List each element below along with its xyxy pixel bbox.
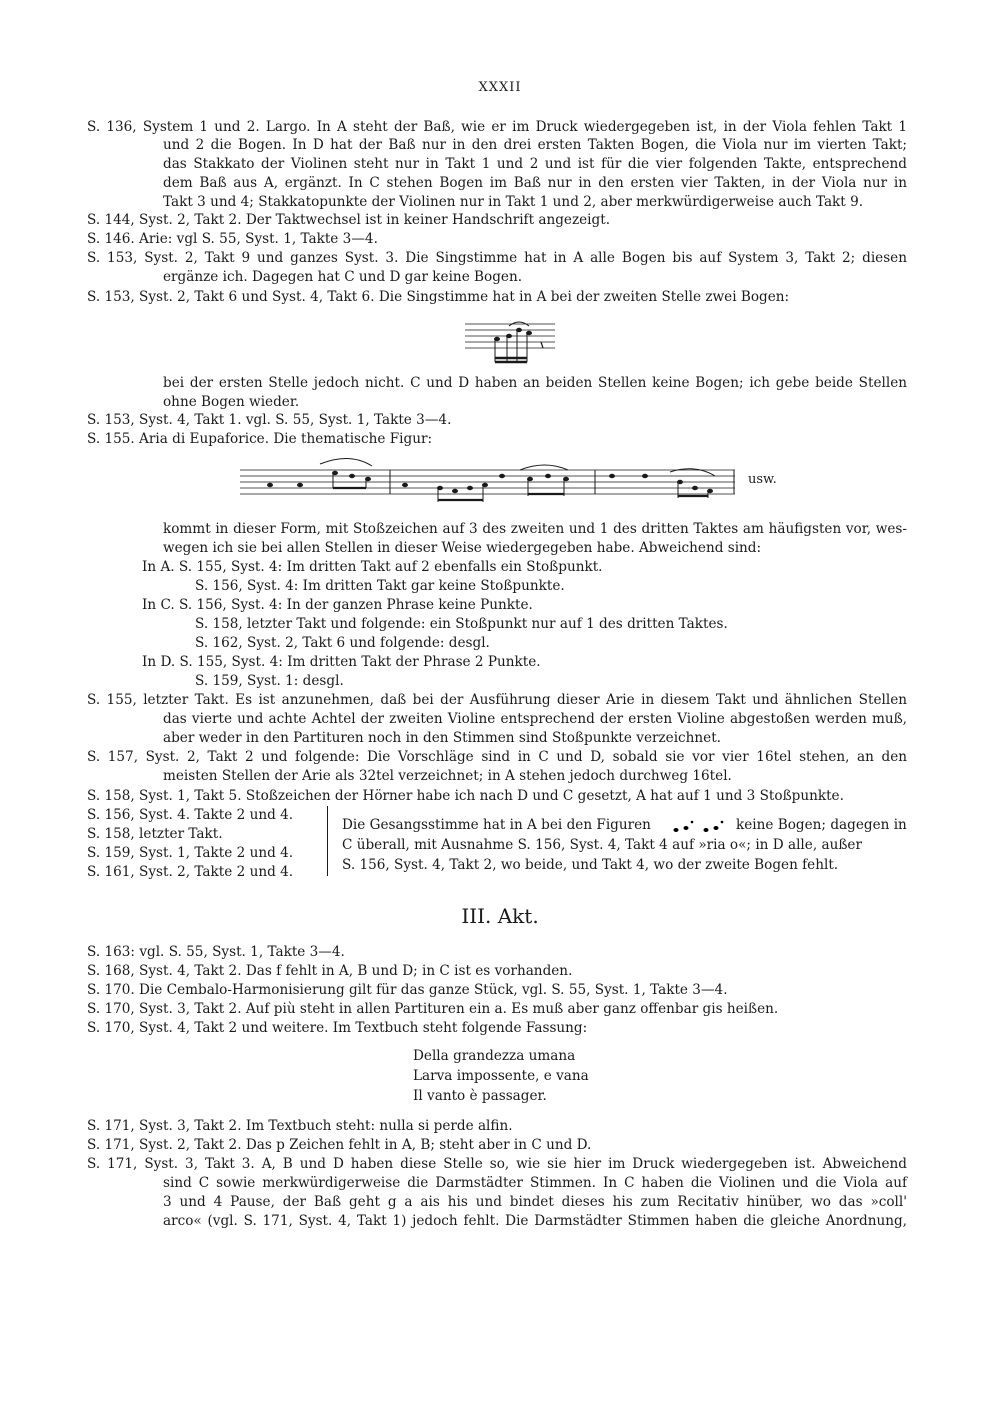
- text-line: S. 144, Syst. 2, Takt 2. Der Taktwechsel ist in keiner Handschrift angezeigt.: [87, 212, 611, 228]
- verse-line: Il vanto è passager.: [413, 1088, 547, 1104]
- variant-line: In A. S. 155, Syst. 4: Im dritten Takt auf 2 ebenfalls ein Stoßpunkt.: [142, 559, 603, 575]
- text-line: S. 163: vgl. S. 55, Syst. 1, Takte 3—4.: [87, 944, 345, 960]
- text-line: das vierte und achte Achtel der zweiten Violine entsprechend der ersten Violine abgestoßen werden muß,: [163, 711, 907, 727]
- ref-line: S. 156, Syst. 4. Takte 2 und 4.: [87, 807, 294, 823]
- section-heading: III. Akt.: [461, 904, 539, 928]
- text-line: S. 136, System 1 und 2. Largo. In A steht der Baß, wie er im Druck wiedergegeben ist, in der Viola fehlen Takt 1: [87, 119, 907, 135]
- text-line: ohne Bogen wieder.: [163, 394, 300, 410]
- text-line: S. 170, Syst. 3, Takt 2. Auf più steht in allen Partituren ein a. Es muß aber ganz offenbar gis heißen.: [87, 1001, 779, 1017]
- text-line: S. 158, Syst. 1, Takt 5. Stoßzeichen der Hörner habe ich nach D und C gesetzt, A hat auf 1 und 3 Stoßpunkte.: [87, 788, 844, 804]
- ref-line: S. 159, Syst. 1, Takte 2 und 4.: [87, 845, 294, 861]
- ref-line: S. 158, letzter Takt.: [87, 826, 223, 842]
- text-line: das Stakkato der Violinen steht nur in Takt 1 und 2 und ist für die vier folgenden Takte, entsprechend: [163, 156, 907, 172]
- text-line: S. 153, Syst. 2, Takt 9 und ganzes Syst. 3. Die Singstimme hat in A alle Bogen bis auf System 3, Takt 2; diesen: [87, 250, 907, 266]
- text-line: S. 168, Syst. 4, Takt 2. Das f fehlt in A, B und D; in C ist es vorhanden.: [87, 963, 573, 979]
- text-line: S. 155. Aria di Eupaforice. Die thematische Figur:: [87, 431, 433, 447]
- text-line: sind C sowie merkwürdigerweise die Darmstädter Stimmen. In C haben die Violinen und die Viola auf: [163, 1175, 907, 1191]
- text-line: bei der ersten Stelle jedoch nicht. C und D haben an beiden Stellen keine Bogen; ich gebe beide Stellen: [163, 375, 907, 391]
- text-line: C überall, mit Ausnahme S. 156, Syst. 4, Takt 4 auf »ria o«; in D alle, außer: [342, 837, 862, 853]
- text-line: 3 und 4 Pause, der Baß geht g a ais his und bindet dieses his zum Recitativ hinüber, wo das »coll': [163, 1194, 907, 1210]
- text-line: ergänze ich. Dagegen hat C und D gar keine Bogen.: [163, 269, 523, 285]
- ref-line: S. 161, Syst. 2, Takte 2 und 4.: [87, 864, 294, 880]
- text-line: arco« (vgl. S. 171, Syst. 4, Takt 1) jedoch fehlt. Die Darmstädter Stimmen haben die gleiche Anordnung,: [163, 1213, 907, 1229]
- variant-line: S. 156, Syst. 4: Im dritten Takt gar keine Stoßpunkte.: [195, 578, 565, 594]
- verse-line: Della grandezza umana: [413, 1048, 576, 1064]
- text-line: S. 170, Syst. 4, Takt 2 und weitere. Im Textbuch steht folgende Fassung:: [87, 1020, 588, 1036]
- group-brace: [327, 806, 332, 876]
- inline-figure-icon: [672, 816, 728, 836]
- verse-line: Larva impossente, e vana: [413, 1068, 589, 1084]
- text-line: S. 171, Syst. 3, Takt 3. A, B und D haben diese Stelle so, wie sie hier im Druck wiedergegeben ist. Abweichend: [87, 1156, 907, 1172]
- text-line: Die Gesangsstimme hat in A bei den Figuren: [342, 817, 651, 833]
- variant-line: S. 158, letzter Takt und folgende: ein Stoßpunkt nur auf 1 des dritten Taktes.: [195, 616, 728, 632]
- text-line: und 2 die Bogen. In D hat der Baß nur in den drei ersten Takten Bogen, die Viola nur im vierten Takt;: [163, 137, 907, 153]
- text-line: dem Baß aus A, ergänzt. In C stehen Bogen im Baß nur in den ersten vier Takten, in der Viola nur in: [163, 175, 907, 191]
- text-line: Takt 3 und 4; Stakkatopunkte der Violinen nur in Takt 1 und 2, aber merkwürdigerweise auch Takt 9.: [163, 194, 864, 210]
- text-line: S. 146. Arie: vgl S. 55, Syst. 1, Takte 3—4.: [87, 231, 378, 247]
- text-line: S. 153, Syst. 2, Takt 6 und Syst. 4, Takt 6. Die Singstimme hat in A bei der zweiten Stelle zwei Bogen:: [87, 289, 790, 305]
- text-line: aber weder in den Partituren noch in den Stimmen sind Stoßpunkte verzeichnet.: [163, 730, 721, 746]
- usw-label: usw.: [748, 472, 777, 487]
- text-line: wegen ich sie bei allen Stellen in dieser Weise wiedergegeben habe. Abweichend sind:: [163, 540, 762, 556]
- text-line: keine Bogen; dagegen in: [736, 817, 907, 833]
- variant-line: In D. S. 155, Syst. 4: Im dritten Takt der Phrase 2 Punkte.: [142, 654, 541, 670]
- text-line: S. 153, Syst. 4, Takt 1. vgl. S. 55, Syst. 1, Takte 3—4.: [87, 412, 452, 428]
- text-line: S. 157, Syst. 2, Takt 2 und folgende: Die Vorschläge sind in C und D, sobald sie vor vier 16tel stehen, an den: [87, 749, 907, 765]
- page-number: XXXII: [478, 80, 522, 95]
- variant-line: S. 162, Syst. 2, Takt 6 und folgende: desgl.: [195, 635, 490, 651]
- music-example-small: [465, 318, 565, 372]
- text-line: S. 170. Die Cembalo-Harmonisierung gilt für das ganze Stück, vgl. S. 55, Syst. 1, Takte 3—4.: [87, 982, 728, 998]
- variant-line: S. 159, Syst. 1: desgl.: [195, 673, 344, 689]
- music-example-thematic-figure: [240, 452, 740, 508]
- text-line: S. 156, Syst. 4, Takt 2, wo beide, und Takt 4, wo der zweite Bogen fehlt.: [342, 857, 839, 873]
- text-line: S. 171, Syst. 3, Takt 2. Im Textbuch steht: nulla si perde alfin.: [87, 1118, 513, 1134]
- variant-line: In C. S. 156, Syst. 4: In der ganzen Phrase keine Punkte.: [142, 597, 533, 613]
- text-line: S. 171, Syst. 2, Takt 2. Das p Zeichen fehlt in A, B; steht aber in C und D.: [87, 1137, 592, 1153]
- text-line: kommt in dieser Form, mit Stoßzeichen auf 3 des zweiten und 1 des dritten Taktes am häufigsten vor, wes-: [163, 521, 907, 537]
- text-line: meisten Stellen der Arie als 32tel verzeichnet; in A stehen jedoch durchweg 16tel.: [163, 768, 732, 784]
- text-line: S. 155, letzter Takt. Es ist anzunehmen, daß bei der Ausführung dieser Arie in diesem Takt und ähnlichen Stellen: [87, 692, 907, 708]
